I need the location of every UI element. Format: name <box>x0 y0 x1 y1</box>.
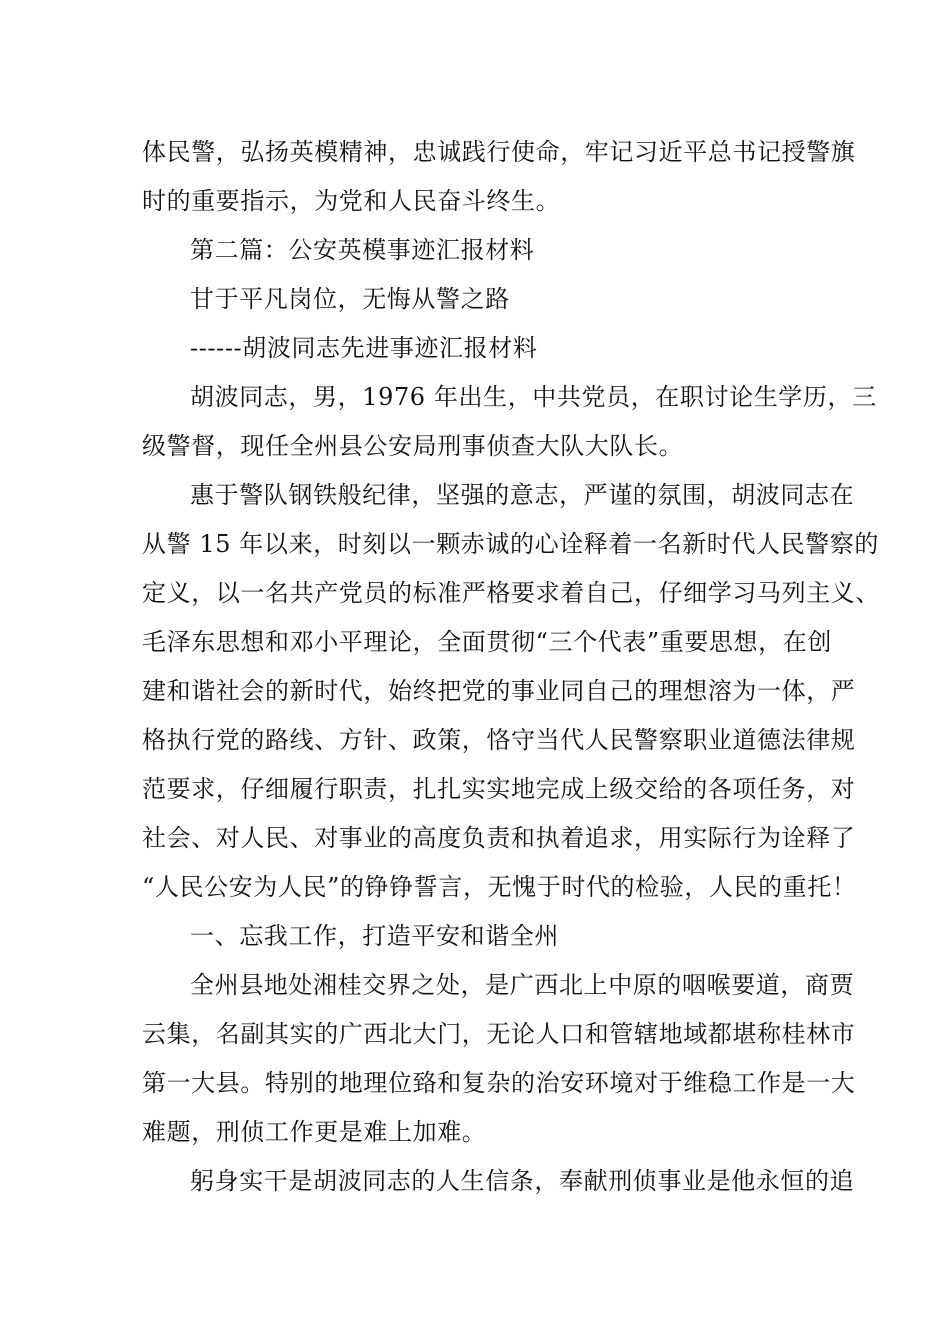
paragraph-line: 范要求，仔细履行职责，扎扎实实地完成上级交给的各项任务，对 <box>142 775 856 803</box>
paragraph-line: 全州县地处湘桂交界之处，是广西北上中原的咽喉要道，商贾 <box>190 971 855 999</box>
paragraph-line: 毛泽东思想和邓小平理论，全面贯彻“三个代表”重要思想，在创 <box>142 628 832 656</box>
paragraph-line: “人民公安为人民”的铮铮誓言，无愧于时代的检验，人民的重托！ <box>142 873 857 901</box>
paragraph-line: 建和谐社会的新时代，始终把党的事业同自己的理想溶为一体，严 <box>142 677 856 705</box>
paragraph-line: 惠于警队钢铁般纪律，坚强的意志，严谨的氛围，胡波同志在 <box>190 481 855 509</box>
paragraph-line: 级警督，现任全州县公安局刑事侦查大队大队长。 <box>142 432 684 460</box>
paragraph-line: 定义，以一名共产党员的标准严格要求着自己，仔细学习马列主义、 <box>142 579 880 607</box>
paragraph-line: 时的重要指示，为党和人民奋斗终生。 <box>142 187 561 215</box>
document-body <box>142 128 880 1206</box>
paragraph-line: 体民警，弘扬英模精神，忠诚践行使命，牢记习近平总书记授警旗 <box>142 138 856 166</box>
paragraph-line: 格执行党的路线、方针、政策，恪守当代人民警察职业道德法律规 <box>142 726 856 754</box>
paragraph-line: 第一大县。特别的地理位臵和复杂的治安环境对于维稳工作是一大 <box>142 1069 856 1097</box>
paragraph-line: 社会、对人民、对事业的高度负责和执着追求，用实际行为诠释了 <box>142 824 856 852</box>
paragraph-line: 胡波同志，男，1976 年出生，中共党员，在职讨论生学历，三 <box>190 383 877 411</box>
paragraph-line: 难题，刑侦工作更是难上加难。 <box>142 1118 487 1146</box>
document-title: 甘于平凡岗位，无悔从警之路 <box>190 285 510 313</box>
section-heading: 一、忘我工作，打造平安和谐全州 <box>190 922 559 950</box>
section-heading: 第二篇：公安英模事迹汇报材料 <box>190 236 535 264</box>
paragraph-line: 云集，名副其实的广西北大门，无论人口和管辖地域都堪称桂林市 <box>142 1020 856 1048</box>
paragraph-line: 从警 15 年以来，时刻以一颗赤诚的心诠释着一名新时代人民警察的 <box>142 530 879 558</box>
document-subtitle: ------胡波同志先进事迹汇报材料 <box>190 334 538 362</box>
paragraph-line: 躬身实干是胡波同志的人生信条，奉献刑侦事业是他永恒的追 <box>190 1167 855 1195</box>
